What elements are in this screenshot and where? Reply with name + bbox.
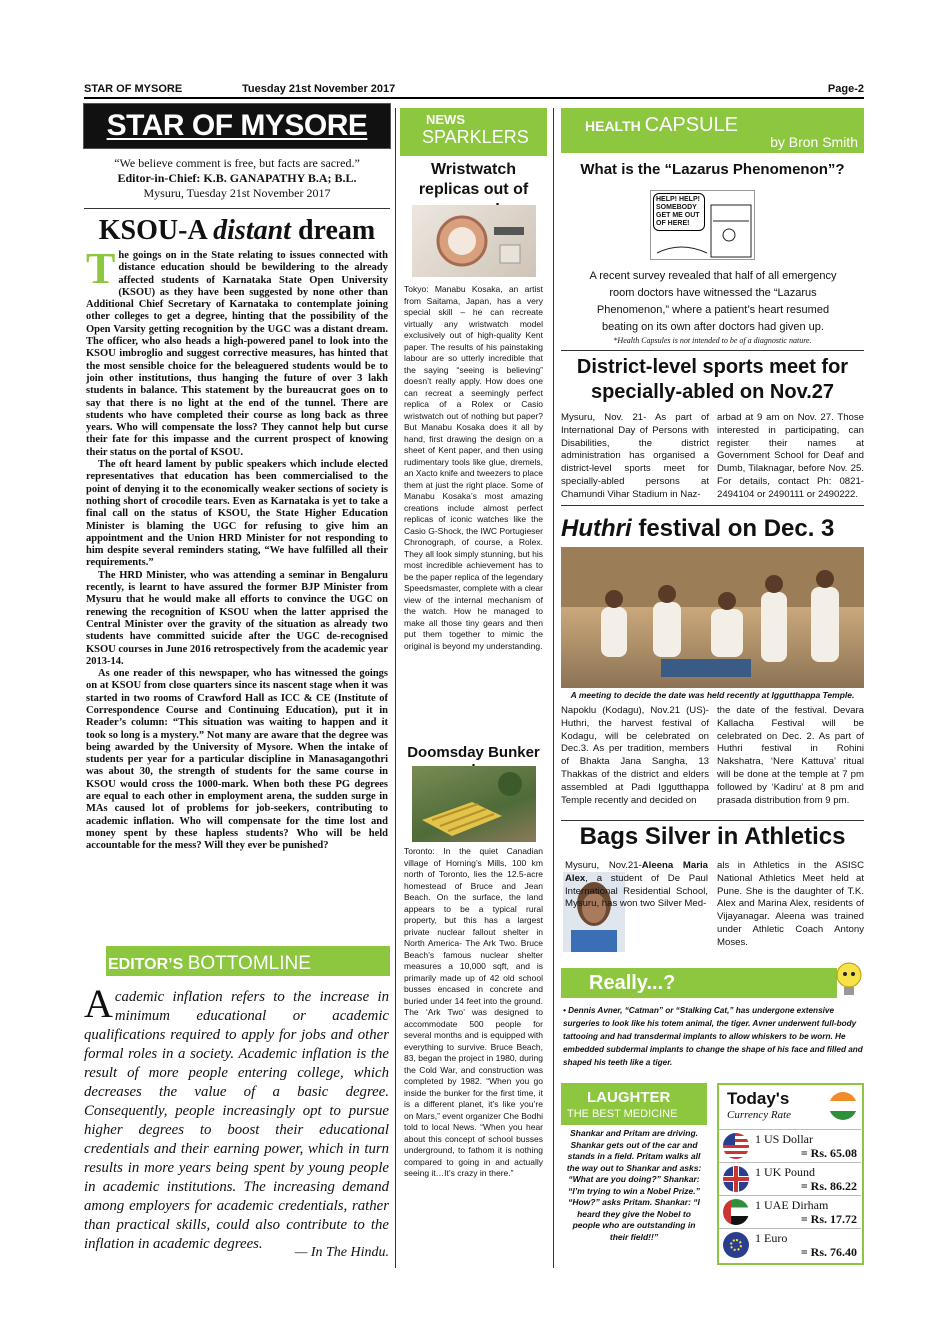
header-paper-name: STAR OF MYSORE: [84, 83, 183, 95]
huthri-headline: Huthri festival on Dec. 3: [561, 515, 835, 542]
huthri-photo: [561, 547, 864, 688]
bottomline-credit: — In The Hindu.: [294, 1245, 389, 1260]
uae-flag-icon: [723, 1199, 749, 1225]
paper-watch-image: [412, 205, 536, 277]
lazarus-cartoon: HELP! HELP! SOMEBODY GET ME OUT OF HERE!: [650, 190, 755, 260]
editor-line: Editor-in-Chief: K.B. GANAPATHY B.A; B.L.: [117, 171, 357, 185]
bunker-aerial-image: [412, 766, 536, 842]
temple-meeting-image: [561, 547, 864, 688]
athletics-col2: als in Athletics in the ASISC National Athletics Meet held at Pune. She is the daughter of T.K. Alex and Marina Alex, residents of Vijayanagar. Aleena was trained under Athletic Coach Antony Moses.: [717, 860, 864, 948]
athletics-col1: Mysuru, Nov.21-Aleena Maria Alex, a student of De Paul International Residential School, Mysuru, has won two Silver Med-: [565, 860, 708, 910]
huthri-col2: the date of the festival. Devara Kallacha Festival will be celebrated on Dec. 2. As part of Huthri festival in Rohini Nakshatra, ‘Nere Kattuva’ ritual will be done at the temple at 7 pm followed by ‘Kadiru’ at 8 pm and prasada distribution from 9 pm.: [717, 705, 864, 806]
currency-title: Today's: [727, 1089, 790, 1108]
lightbulb-icon: [834, 960, 864, 1000]
laughter-text: Shankar and Pritam are driving. Shankar gets out of the car and stands in a field. Pritam walks all the way out to Shankar and asks: “What are you doing?” Shankar: “I’m trying to win a Nobel Prize.” “How?” asks Pritam. Shankar: “I heard they give the Nobel to people who are outstanding in their field!!”: [566, 1128, 702, 1242]
laughter-header: LAUGHTER THE BEST MEDICINE: [561, 1083, 707, 1125]
huthri-caption: A meeting to decide the date was held recently at Iggutthappa Temple.: [570, 690, 855, 700]
currency-list: [719, 1129, 862, 1263]
currency-row-eur: 1 Euro = Rs. 76.40: [719, 1228, 861, 1260]
really-text: • Dennis Avner, “Catman” or “Stalking Cat,” has undergone extensive surgeries to look like his totem animal, the tiger. Avner underwent full-body tattooing and had transdermal implants to allow whiskers to be worn. He embedded subdermal implants to change the shape of his face and filled and shaped his teeth like a tiger.: [563, 1006, 863, 1067]
header-date: Tuesday 21st November 2017: [242, 83, 396, 95]
currency-row-gbp: 1 UK Pound = Rs. 86.22: [719, 1162, 861, 1194]
bunker-headline: Doomsday Bunker: [407, 744, 540, 761]
india-flag-icon: [829, 1092, 857, 1120]
editorial-dropcap: T: [86, 250, 116, 293]
health-question: What is the “Lazarus Phenomenon”?: [580, 161, 845, 178]
header-page-number: Page-2: [827, 83, 864, 95]
masthead-info: [84, 156, 390, 201]
motto: “We believe comment is free, but facts are sacred.”: [114, 156, 360, 170]
masthead-date: Mysuru, Tuesday 21st November 2017: [143, 186, 331, 200]
health-text: A recent survey revealed that half of all emergency room doctors have witnessed the “Lazarus Phenomenon,” where a patient’s heart resumed beating on its own after doctors had given up.: [589, 270, 837, 333]
sports-headline: District-level sports meet for specially-abled on Nov.27: [576, 356, 849, 403]
currency-box: [717, 1083, 864, 1265]
health-note: *Health Capsules is not intended to be of a diagnostic nature.: [613, 336, 812, 345]
currency-subtitle: Currency Rate: [727, 1109, 792, 1121]
really-header: Really...?: [561, 968, 837, 998]
bunker-text: Toronto: In the quiet Canadian village of Horning’s Mills, 100 km north of Toronto, lies the 12.5-acre homestead of Bruce and Jean Beach. On the surface, the land appears to be a typical rural property, but this has a largest private nuclear fallout shelter in North America- The Ark Two. Bruce Beach’s famous nuclear shelter measures a 10,000 sqft, and is primarily made up of 42 old school busses encased in concrete and buried under 14 feet into the ground. The ‘Ark Two’ was designed to accommodate 500 people for several months and is equipped with everything to survive. Bruce Beach, 83, began the project in 1980, during the Cold War, and construction was completed by 1982. “When you go inside the bunker for the first time, it is a different planet, it’s like you’re on Mars,” event organizer Che Bodhi told to local News. “When you hear about this concept of school busses underground, to fathom it is nothing compared to going in and actually seeing it…It’s crazy in there.”: [404, 846, 543, 1178]
currency-row-aed: 1 UAE Dirham = Rs. 17.72: [719, 1195, 861, 1227]
wristwatch-headline: Wristwatch replicas out of: [418, 161, 529, 198]
health-header: HEALTH CAPSULE by Bron Smith: [561, 108, 864, 153]
bottomline-text: Academic inflation refers to the increase in minimum educational or academic qualifications required to apply for jobs and other formal roles in a society. Academic inflation is the result of more people entering college, which decreases the value of a basic degree. Consequently, people increasingly opt to pursue higher degrees to boost their educational credentials and their earning power, which in turn results in more years being spent by young people in academic institutions. The increasing demand among employers for academic credentials, rather than practical skills, could also contribute to the inflation in academic degrees.: [84, 981, 389, 1252]
editorial-title: KSOU-A distant dream: [98, 215, 376, 246]
masthead-logo: STAR OF MYSORE: [84, 104, 390, 148]
currency-row-usd: 1 US Dollar = Rs. 65.08: [719, 1129, 861, 1161]
editorial-body: The goings on in the State relating to issues connected with distance education should be bewildering to the already affected students of Karnataka State Open University (KSOU) as they have been suggested by none other than Additional Chief Secretary of Karnataka to contemplate joining other colleges to get a degree, hinting that the possibility of the Open Varsity getting recognition by the UGC was a distant dream. The officer, who also heads a high-powered panel to look into the KSOU imbroglio and suggest corrective measures, has hinted that the most sensible choice for the beleaguered students would be to join other institutions, thus hanging the future of over 3 lakh students in balance. This statement by the bureaucrat goes on to say that there is no light at the end of the tunnel. There are students who have completed their course as long back as three years. Who will compensate the loss? They cannot help but curse their fate for this impasse and the current prospect of knowing their status on the portal of KSOU. The oft heard lament by public speakers which include elected representatives that education has been commercialised to the point of denying it to the economically weaker sections of society is nothing short of crocodile tears. Even as Karnataka is yet to take a final call on the status of KSOU, the State Higher Education Minister is blaming the UGC for refusing to give him an appointment and the Union HRD Minister for not responding to him despite several reminders stating, “We have fulfilled all their requirements.” The HRD Minister, who was attending a seminar in Bengaluru recently, is learnt to have assured the former BJP Minister from Mysuru that he would make all efforts to convince the UGC on renewing the recognition of KSOU when the latter apprised the Central Minister over the gravity of the situation as already two students have committed suicide after the UGC de-recognised KSOU courses in June 2016 retrospectively from the academic year 2013-14. As one reader of this newspaper, who has witnessed the goings on at KSOU from close quarters since its nascent stage when it was started in two rooms of Crawford Hall as ICC & CE (Institute of Correspondence Course and Continuing Education), put it in Reader’s column: “This situation was waiting to happen and it took so long is a mystery.” Not many are aware that the degree was being awarded by the University of Mysore. When the intake of students per year for a particular discipline in Manasagangothri was about 30, the strength of students for the same course in KSOU would cross the 1000-mark. When both these PG degrees are equal to each other in employment arena, the sudden surge in MAs caused lot of problems for job-seekers, contributing to academic inflation. Who will compensate for the time lost and money spent by these hapless students? Who will be held accountable for the mess? Will they ever be punished?: [86, 250, 388, 852]
bottomline-header: EDITOR’S BOTTOMLINE: [84, 946, 390, 976]
wristwatch-photo: [412, 205, 536, 277]
sparklers-header: NEWS SPARKLERS: [400, 108, 547, 156]
page-header: [84, 82, 864, 99]
sports-col2: arbad at 9 am on Nov. 27. Those interested in participating, can register their names at Government School for Deaf and Dumb, Tilaknagar, before Nov. 25. For details, contact Ph: 0821-2494104 or 2490111 or 2490222.: [717, 412, 864, 500]
us-flag-icon: [723, 1133, 749, 1159]
uk-flag-icon: [723, 1166, 749, 1192]
bunker-photo: [412, 766, 536, 842]
wristwatch-text: Tokyo: Manabu Kosaka, an artist from Saitama, Japan, has a very special skill – he can recreate virtually any wristwatch model exclusively out of high-quality Kent paper. The results of his painstaking labour are so utterly incredible that the saying “seeing is believing” doesn’t really apply. How does one can recreat a seemingly perfect replica of a Rolex or Casio wristwatch out of nothing but paper? But Manabu Kosaka does it all by hand, first drawing the design on a sheet of Kent paper, and then using rudimentary tools like glue, dremels, an Xacto knife and tweezers to place them at just the right place. Some of Manabu Kosaka’s most amazing creations include almost perfect replicas of iconic watches like the Casio G-Shock, the IWC Portugieser Chronograph, of course, a Rolex. They all look simply stunning, but his most incredible achievement has to be the paper replica of the legendary Speedsmaster, complete with a clear view of the internal mechanism of the watch. How he managed to make all those tiny gears and then put them together to mimic the original is beyond my understanding.: [404, 284, 543, 651]
athletics-headline: Bags Silver in Athletics: [579, 823, 846, 850]
eu-flag-icon: [723, 1232, 749, 1258]
cartoon-sketch: [651, 191, 756, 261]
huthri-col1: Napoklu (Kodagu), Nov.21 (US)- Huthri, the harvest festival of Kodagu, will be celebrated on Dec.3. As per tradition, members of Bhakta Jana Sangha, 13 Thakkas of the district and elders assembled at Padi Iggutthappa Temple recently and decided on: [561, 705, 709, 806]
sports-col1: Mysuru, Nov. 21- As part of International Day of Persons with Disabilities, the district administration has organised a district-level sports meet for specially-abled persons at Chamundi Vihar Stadium in Naz-: [561, 412, 709, 500]
